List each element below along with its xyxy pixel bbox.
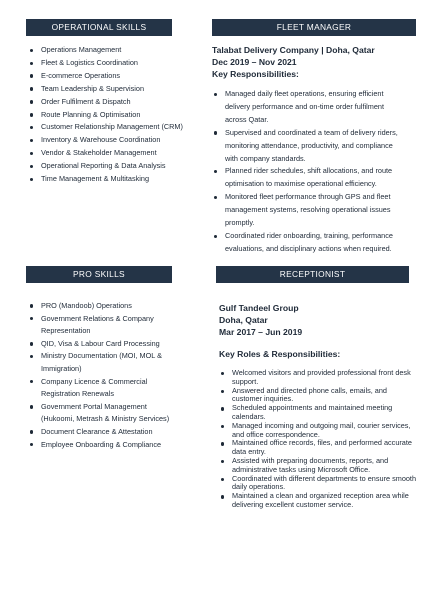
receptionist-location: Doha, Qatar (219, 315, 268, 325)
list-item: Ministry Documentation (MOI, MOL & Immigration) (30, 350, 180, 375)
list-item: Customer Relationship Management (CRM) (30, 121, 200, 134)
list-item: Time Management & Multitasking (30, 173, 200, 186)
list-item: Document Clearance & Attestation (30, 426, 180, 439)
list-item: Order Fulfilment & Dispatch (30, 96, 200, 109)
fleet-manager-header: FLEET MANAGER (212, 19, 416, 36)
list-item: Employee Onboarding & Compliance (30, 439, 180, 452)
receptionist-header: RECEPTIONIST (216, 266, 409, 283)
list-item: Scheduled appointments and maintained meeting calendars. (221, 404, 417, 422)
list-item: Operations Management (30, 44, 200, 57)
fleet-responsibilities (214, 88, 404, 256)
list-item: Government Portal Management (Hukoomi, Metrash & Ministry Services) (30, 401, 180, 426)
list-item: Route Planning & Optimisation (30, 109, 200, 122)
list-item: QID, Visa & Labour Card Processing (30, 338, 180, 351)
list-item: Supervised and coordinated a team of delivery riders, monitoring attendance, productivity, and compliance with company standards. (214, 127, 404, 166)
receptionist-company: Gulf Tandeel Group (219, 303, 299, 313)
list-item: Maintained office records, files, and performed accurate data entry. (221, 439, 417, 457)
operational-skills-list (30, 44, 200, 186)
list-item: Planned rider schedules, shift allocations, and route optimisation to maximise operational efficiency. (214, 165, 404, 191)
list-item: Coordinated with different departments to ensure smooth daily operations. (221, 475, 417, 493)
fleet-company: Talabat Delivery Company | Doha, Qatar (212, 45, 375, 55)
list-item: Coordinated rider onboarding, training, performance evaluations, and disciplinary actions when required. (214, 230, 404, 256)
list-item: Company Licence & Commercial Registration Renewals (30, 376, 180, 401)
list-item: Maintained a clean and organized reception area while delivering excellent customer service. (221, 492, 417, 510)
list-item: PRO (Mandoob) Operations (30, 300, 180, 313)
list-item: Welcomed visitors and provided professional front desk support. (221, 369, 417, 387)
list-item: Inventory & Warehouse Coordination (30, 134, 200, 147)
list-item: Monitored fleet performance through GPS and fleet management systems, resolving operational issues promptly. (214, 191, 404, 230)
pro-skills-list (30, 300, 180, 451)
list-item: E-commerce Operations (30, 70, 200, 83)
list-item: Fleet & Logistics Coordination (30, 57, 200, 70)
list-item: Team Leadership & Supervision (30, 83, 200, 96)
fleet-dates: Dec 2019 – Nov 2021 (212, 57, 297, 67)
pro-skills-header: PRO SKILLS (26, 266, 172, 283)
list-item: Operational Reporting & Data Analysis (30, 160, 200, 173)
fleet-resp-heading: Key Responsibilities: (212, 69, 299, 79)
receptionist-dates: Mar 2017 – Jun 2019 (219, 327, 303, 337)
list-item: Government Relations & Company Representation (30, 313, 180, 338)
list-item: Managed daily fleet operations, ensuring efficient delivery performance and on-time order fulfilment across Qatar. (214, 88, 404, 127)
operational-skills-header: OPERATIONAL SKILLS (26, 19, 172, 36)
list-item: Managed incoming and outgoing mail, courier services, and office correspondence. (221, 422, 417, 440)
list-item: Assisted with preparing documents, reports, and administrative tasks using Microsoft Office. (221, 457, 417, 475)
receptionist-responsibilities (221, 369, 417, 510)
list-item: Answered and directed phone calls, emails, and customer inquiries. (221, 387, 417, 405)
receptionist-resp-heading: Key Roles & Responsibilities: (219, 349, 341, 359)
list-item: Vendor & Stakeholder Management (30, 147, 200, 160)
